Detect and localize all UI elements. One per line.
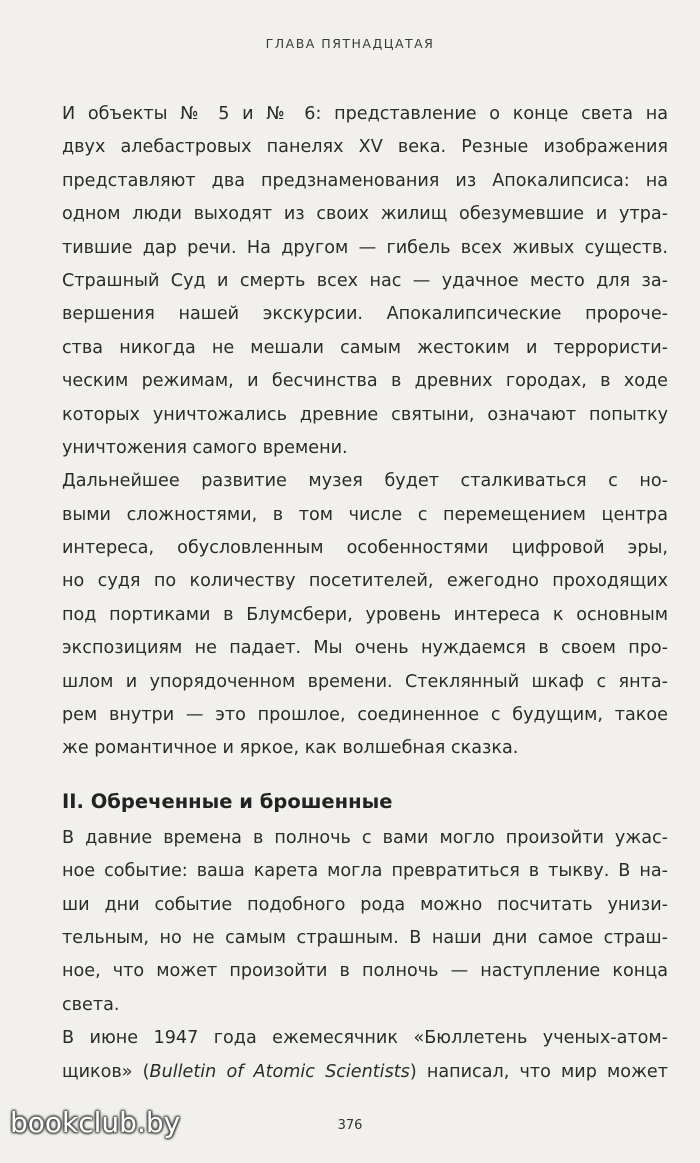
text-line: представляют два предзнаменования из Апокалипсиса: на [62, 170, 668, 191]
text-line: тельным, но не самым страшным. В наши дни самое страш- [62, 927, 668, 948]
text-line: вершения нашей экскурсии. Апокалипсические пророче- [62, 304, 668, 325]
text-line: Страшный Суд и смерть всех нас — удачное место для за- [62, 270, 668, 291]
text-line: но судя по количеству посетителей, ежегодно проходящих [62, 571, 668, 592]
text-line: шлом и упорядоченном времени. Стеклянный шкаф с янта- [62, 671, 668, 692]
text-line: выми сложностями, в том числе с перемещением центра [62, 504, 668, 525]
watermark-logo: bookclub.by [10, 1106, 181, 1139]
text-line: ства никогда не мешали самым жестоким и террористи- [62, 337, 668, 358]
page-number: 376 [337, 1118, 363, 1133]
section-heading: II. Обреченные и брошенные [62, 789, 393, 813]
text-line: которых уничтожались древние святыни, означают попытку [62, 404, 668, 425]
text-line: двух алебастровых панелях XV века. Резные изображения [62, 137, 668, 158]
text-line: И объекты № 5 и № 6: представление о конце света на [62, 104, 668, 124]
text-line: одном люди выходят из своих жилищ обезумевшие и утра- [62, 204, 668, 225]
running-head: ГЛАВА ПЯТНАДЦАТАЯ [265, 36, 435, 51]
text-line: же романтичное и яркое, как волшебная сказка. [62, 738, 519, 759]
text-line: под портиками в Блумсбери, уровень интереса к основным [62, 604, 668, 625]
text-line: Дальнейшее развитие музея будет сталкиваться с но- [62, 471, 668, 492]
italic-title: Bulletin of Atomic Scientists [149, 1061, 410, 1082]
text-line: ши дни событие подобного рода можно посчитать унизи- [62, 894, 668, 915]
text-line: ное, что может произойти в полночь — наступление конца [62, 961, 668, 982]
text-line: света. [62, 994, 120, 1015]
text-run: ) написал, что мир может [409, 1061, 668, 1082]
text-line: интереса, обусловленным особенностями цифровой эры, [62, 538, 668, 559]
text-run: щиков» ( [62, 1061, 150, 1082]
text-line: ное событие: ваша карета могла превратиться в тыкву. В на- [62, 861, 668, 882]
text-line: тившие дар речи. На другом — гибель всех живых существ. [62, 237, 668, 258]
text-line: ческим режимам, и бесчинства в древних городах, в ходе [62, 371, 668, 392]
text-line: В давние времена в полночь с вами могло произойти ужас- [62, 827, 668, 848]
text-line: уничтожения самого времени. [62, 437, 348, 458]
text-line [62, 1056, 668, 1089]
text-line: В июне 1947 года ежемесячник «Бюллетень ученых-атом- [62, 1028, 668, 1049]
text-line: рем внутри — это прошлое, соединенное с будущим, такое [62, 705, 668, 726]
text-line: экспозициям не падает. Мы очень нуждаемся в своем про- [62, 638, 668, 659]
body-text [62, 98, 668, 1089]
